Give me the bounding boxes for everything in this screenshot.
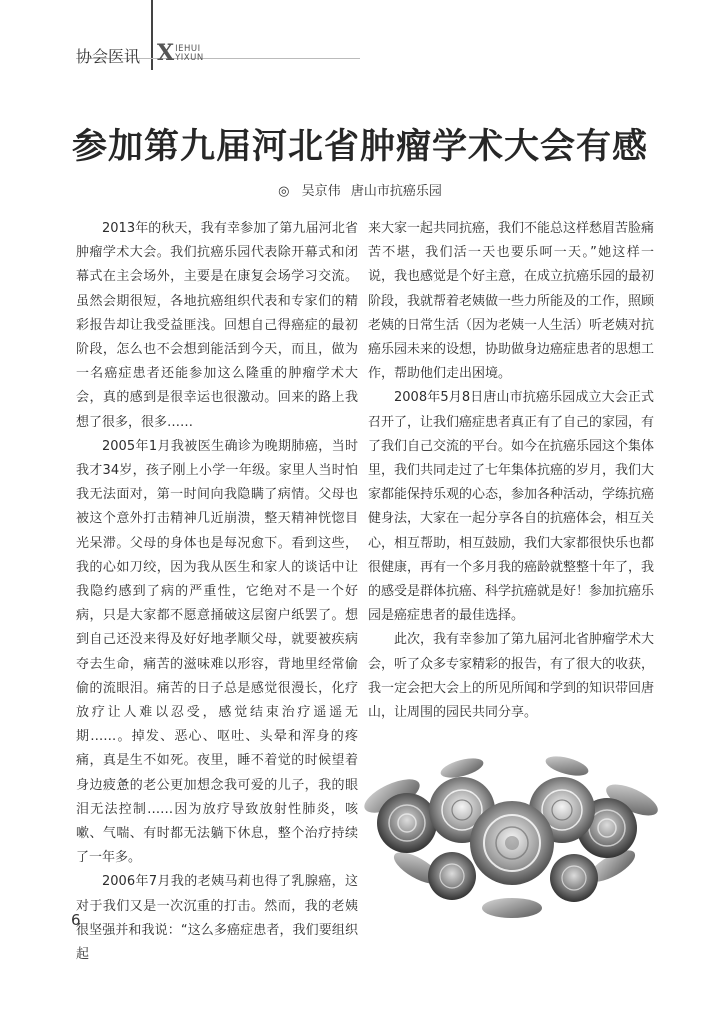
paragraph: 2006年7月我的老姨马莉也得了乳腺癌，这对于我们又是一次沉重的打击。然而，我的老姨很坚强并和我说：“这么多癌症患者，我们要组织起 [76, 874, 358, 963]
section-name: 协会医讯 [76, 47, 141, 66]
author-name: 吴京伟 [301, 184, 341, 199]
author-affiliation: 唐山市抗癌乐园 [350, 184, 442, 199]
byline-mark: ◎ [278, 184, 290, 199]
paragraph: 2008年5月8日唐山市抗癌乐园成立大会正式召开了，让我们癌症患者真正有了自己的家园，有了我们自己交流的平台。如今在抗癌乐园这个集体里，我们共同走过了七年集体抗癌的岁月，我们大家都能保持乐观的心态，参加各种活动，学练抗癌健身法，大家在一起分享各自的抗癌体会，相互关心，相互帮助，相互鼓励，我们大家都很快乐也都很健康，再有一个多月我的癌龄就整整十年了，我的感受是群体抗癌、科学抗癌就是好！参加抗癌乐园是癌症患者的最佳选择。 [368, 390, 655, 624]
article-title: 参加第九届河北省肿瘤学术大会有感 [71, 126, 648, 167]
article-column-left [76, 217, 358, 967]
paragraph: 来大家一起共同抗癌，我们不能总这样愁眉苦脸痛苦不堪，我们活一天也要乐呵一天。”她这样一说，我也感觉是个好主意，在成立抗癌乐园的最初阶段，我就帮着老姨做一些力所能及的工作，照顾老姨的日常生活（因为老姨一人生活）听老姨对抗癌乐园未来的设想，协助做身边癌症患者的思想工作，帮助他们走出困境。 [368, 221, 655, 382]
logo-text [175, 43, 204, 63]
logo-letter: X [157, 40, 175, 66]
roses-illustration [362, 748, 662, 923]
section-logo [157, 40, 204, 66]
paragraph: 此次，我有幸参加了第九届河北省肿瘤学术大会，听了众多专家精彩的报告，有了很大的收获，我一定会把大会上的所见所闻和学到的知识带回唐山，让周围的园民共同分享。 [368, 632, 655, 721]
header-vertical-line [151, 0, 153, 70]
paragraph: 2005年1月我被医生确诊为晚期肺癌，当时我才34岁，孩子刚上小学一年级。家里人当时怕我无法面对，第一时间向我隐瞒了病情。父母也被这个意外打击精神几近崩溃，整天精神恍惚目光呆滞。父母的身体也是每况愈下。看到这些，我的心如刀绞，因为我从医生和家人的谈话中让我隐约感到了病的严重性，它绝对不是一个好病，只是大家都不愿意捅破这层窗户纸罢了。想到自己还没来得及好好地孝顺父母，就要被疾病夺去生命，痛苦的滋味难以形容，背地里经常偷偷的流眼泪。痛苦的日子总是感觉很漫长，化疗放疗让人难以忍受，感觉结束治疗遥遥无期……。掉发、恶心、呕吐、头晕和浑身的疼痛，真是生不如死。夜里，睡不着觉的时候望着身边疲惫的老公更加想念我可爱的儿子，我的眼泪无法控制……因为放疗导致放射性肺炎，咳嗽、气喘、有时都无法躺下休息，整个治疗持续了一年多。 [76, 438, 358, 866]
page-number: 6 [71, 911, 81, 929]
article-column-right [368, 217, 654, 725]
byline [0, 180, 720, 199]
logo-line-2: YIXUN [175, 53, 204, 63]
paragraph: 2013年的秋天，我有幸参加了第九届河北省肿瘤学术大会。我们抗癌乐园代表除开幕式和闭幕式在主会场外，主要是在康复会场学习交流。虽然会期很短，各地抗癌组织代表和专家们的精彩报告却让我受益匪浅。回想自己得癌症的最初阶段，怎么也不会想到能活到今天，而且，做为一名癌症患者还能参加这么隆重的肿瘤学术大会，真的感到是很幸运也很激动。回来的路上我想了很多，很多…… [76, 221, 358, 430]
logo-line-1: IEHUI [175, 44, 201, 54]
